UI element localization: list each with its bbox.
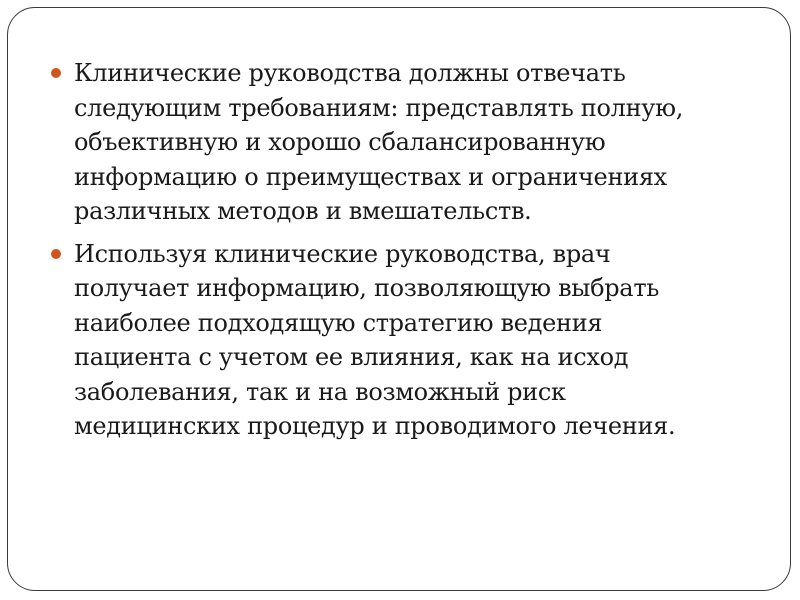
bullet-list	[48, 56, 688, 444]
bullet-text: Используя клинические руководства, врач получает информацию, позволяющую выбрать наиболее подходящую стратегию ведения пациента с учетом ее влияния, как на исход заболевания, так и на возможный риск медицинских процедур и проводимого лечения.	[74, 239, 676, 440]
bullet-text: Клинические руководства должны отвечать следующим требованиям: представлять полную, объективную и хорошо сбалансированную информацию о преимуществах и ограничениях различных методов и вмешательств.	[74, 59, 684, 225]
slide-frame	[7, 7, 791, 591]
bullet-dot-icon	[51, 68, 61, 78]
slide-content	[48, 56, 688, 452]
bullet-item	[48, 56, 688, 229]
bullet-item	[48, 237, 688, 444]
bullet-dot-icon	[51, 249, 61, 259]
